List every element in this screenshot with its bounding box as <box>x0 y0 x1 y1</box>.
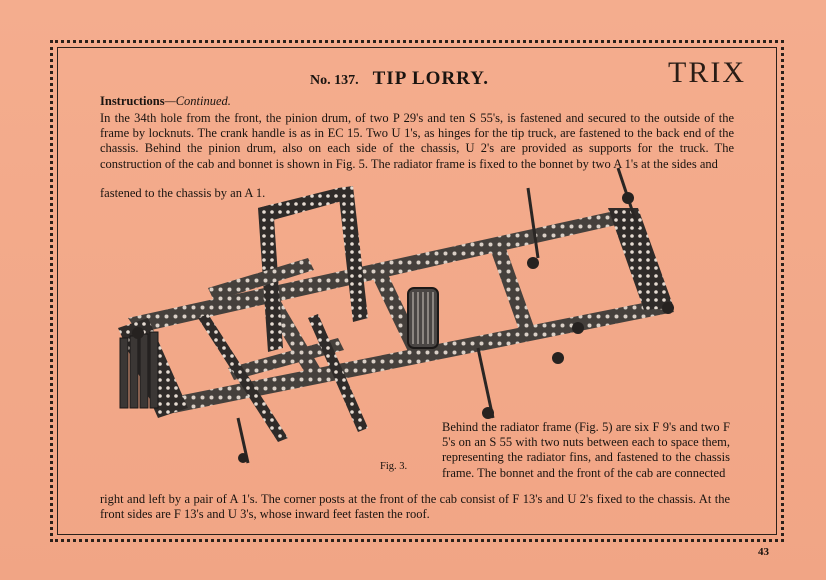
page-title <box>310 68 489 90</box>
brand-logo: TRIX <box>668 56 746 89</box>
instructions-heading <box>100 94 231 109</box>
model-number: No. 137. <box>310 73 359 88</box>
instructions-continued: —Continued. <box>164 94 231 108</box>
paragraph-bottom: right and left by a pair of A 1's. The corner posts at the front of the cab consist of F 13's and U 2's fixed to the chassis. At the front sides are F 13's and U 3's, whose inward feet fasten the roof. <box>100 492 730 522</box>
paragraph-top-end: fastened to the chassis by an A 1. <box>100 186 266 200</box>
paragraph-top: In the 34th hole from the front, the pinion drum, of two P 29's and ten S 55's, is fastened and secured to the outside of the frame by locknuts. The crank handle is as in EC 15. Two U 1's, as hinges for the tip truck, are fastened to the back end of the chassis. Behind the pinion drum, also on each side of the chassis, U 2's are provided as supports for the truck. The construction of the cab and bonnet is shown in Fig. 5. The radiator frame is fixed to the bonnet by two A 1's at the sides and <box>100 111 734 171</box>
model-title: TIP LORRY. <box>372 68 489 89</box>
figure-caption: Fig. 3. <box>380 461 408 472</box>
paragraph-right: Behind the radiator frame (Fig. 5) are six F 9's and two F 5's on an S 55 with two nuts between each to space them, representing the radiator fins, and fastened to the chassis frame. The bonnet and the front of the cab are connected <box>442 420 730 480</box>
instructions-label: Instructions <box>100 94 165 108</box>
page-number: 43 <box>758 546 769 558</box>
